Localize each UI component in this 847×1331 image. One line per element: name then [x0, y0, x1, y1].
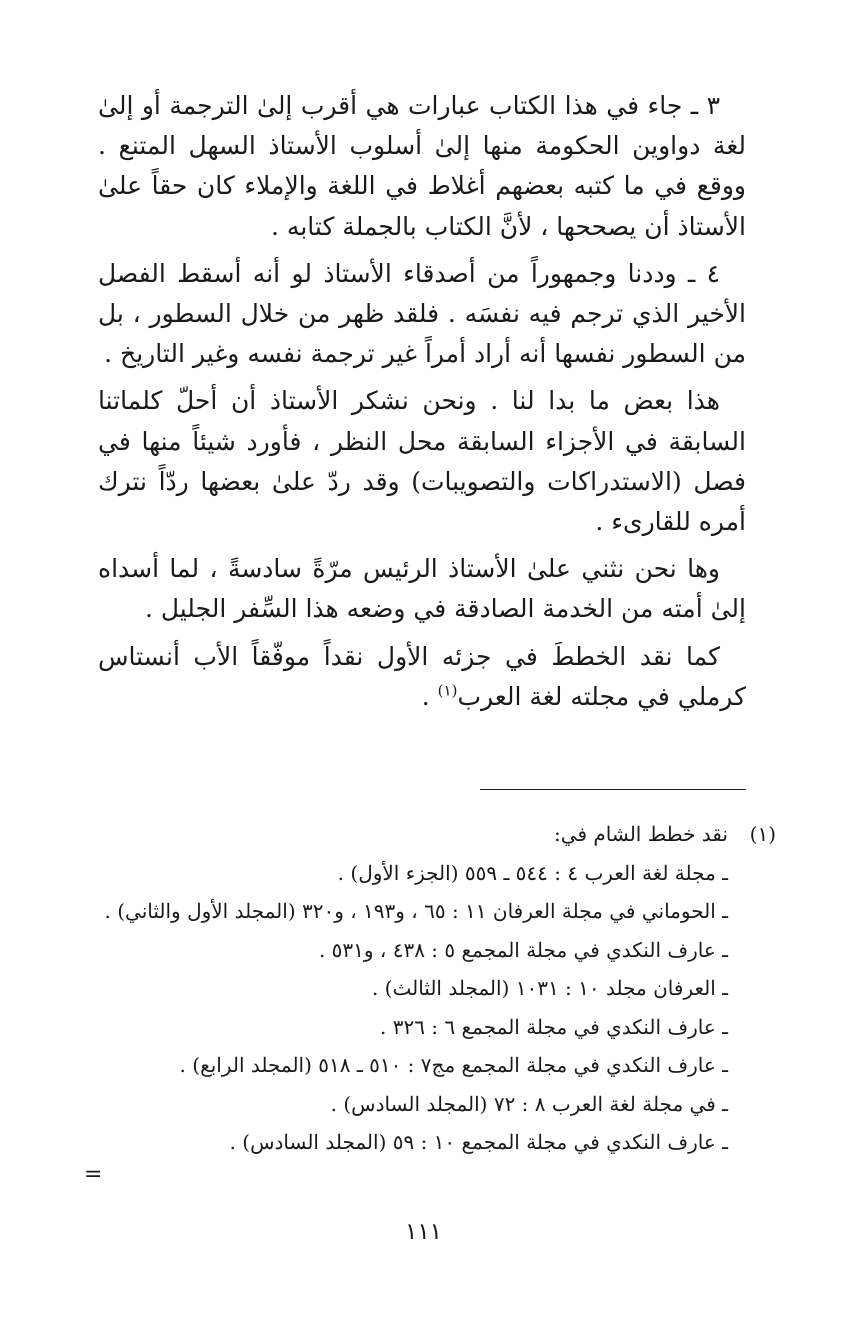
footnote-number: (١) — [749, 822, 776, 846]
paragraph-corrections: هذا بعض ما بدا لنا . ونحن نشكر الأستاذ أن أحلّ كلماتنا السابقة في الأجزاء السابقة محل النظر ، فأورد شيئاً منها في فصل (الاستدراكات والتصويبات) وقد ردّ علىٰ بعضها ردّاً نترك أمره للقارىء . — [98, 386, 746, 537]
citation-item: ـ عارف النكدي في مجلة المجمع ٥ : ٤٣٨ ، و٥٣١ . — [318, 937, 728, 962]
footnote-title: نقد خطط الشام في: — [554, 822, 728, 846]
citation-item: ـ مجلة لغة العرب ٤ : ٥٤٤ ـ ٥٥٩ (الجزء الأول) . — [337, 860, 728, 885]
paragraph-carmeli-end: . — [421, 681, 438, 711]
citation-item: ـ في مجلة لغة العرب ٨ : ٧٢ (المجلد السادس) . — [330, 1091, 728, 1116]
citation-item: ـ عارف النكدي في مجلة المجمع ١٠ : ٥٩ (المجلد السادس) . — [229, 1130, 728, 1154]
citation-item: ـ العرفان مجلد ١٠ : ١٠٣١ (المجلد الثالث) . — [371, 976, 728, 1000]
footnote-separator — [480, 789, 746, 790]
footnote-reference[interactable]: (١) — [437, 681, 458, 700]
footnotes — [92, 815, 776, 1162]
continuation-mark: = — [84, 1162, 103, 1187]
paragraph-carmeli-text: كما نقد الخططَ في جزئه الأول نقداً موفّقاً الأب أنستاس كرملي في مجلته لغة العرب — [98, 641, 746, 711]
citation-item: ـ الحوماني في مجلة العرفان ١١ : ٦٥ ، و١٩٣ ، و٣٢٠ (المجلد الأول والثاني) . — [104, 899, 728, 923]
page-number: ١١١ — [404, 1219, 443, 1245]
paragraph-4: ٤ ـ وددنا وجمهوراً من أصدقاء الأستاذ لو أنه أسقط الفصل الأخير الذي ترجم فيه نفسَه . فلقد ظهر من خلال السطور ، بل من السطور نفسها أنه أراد أمراً غير ترجمة نفسه وغير التاريخ . — [98, 258, 746, 369]
main-text — [98, 86, 746, 717]
footnote-citation-list — [92, 854, 776, 1162]
paragraph-praise: وها نحن نثني علىٰ الأستاذ الرئيس مرّةً سادسةً ، لما أسداه إلىٰ أمته من الخدمة الصادقة في وضعه هذا السِّفر الجليل . — [98, 554, 746, 624]
citation-item: ـ عارف النكدي في مجلة المجمع ٦ : ٣٢٦ . — [380, 1014, 728, 1039]
paragraph-carmeli — [98, 637, 746, 717]
paragraph-3: ٣ ـ جاء في هذا الكتاب عبارات هي أقرب إلىٰ الترجمة أو إلىٰ لغة دواوين الحكومة منها إلىٰ أسلوب الأستاذ السهل المتنع . ووقع في ما كتبه بعضهم أغلاط في اللغة والإملاء كان حقاً علىٰ الأستاذ أن يصححها ، لأنَّ الكتاب بالجملة كتابه . — [98, 91, 746, 241]
citation-item: ـ عارف النكدي في مجلة المجمع مج٧ : ٥١٠ ـ ٥١٨ (المجلد الرابع) . — [179, 1053, 728, 1077]
footnote-1 — [92, 815, 776, 854]
